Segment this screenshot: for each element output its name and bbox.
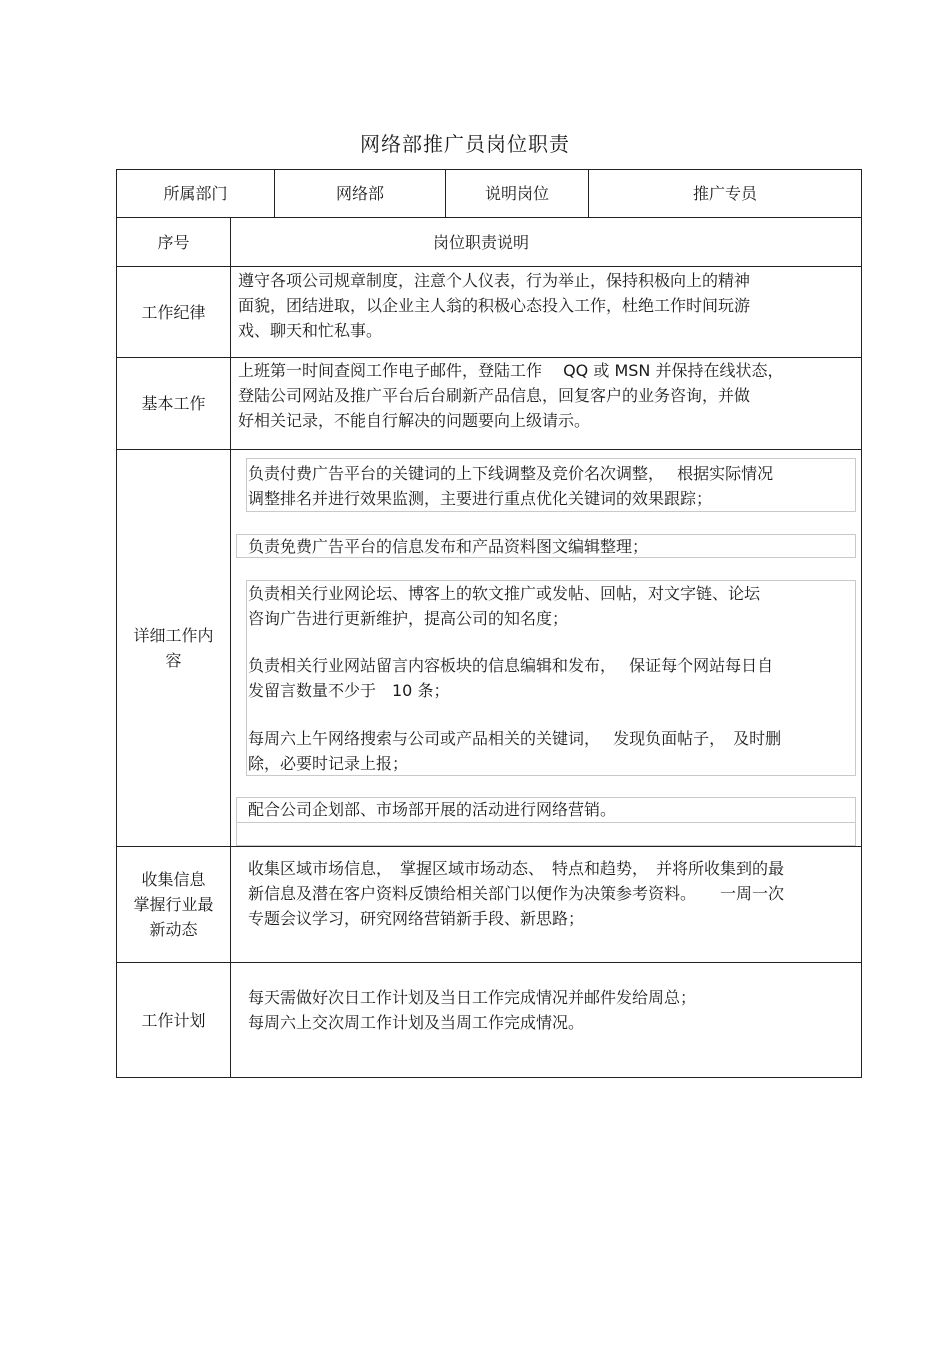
text-line: 收集区域市场信息， 掌握区域市场动态、 特点和趋势， 并将所收集到的最 (248, 859, 785, 878)
text-line: 咨询广告进行更新维护，提高公司的知名度； (248, 609, 569, 628)
label-line: 掌握行业最 (133, 895, 214, 914)
dept-value: 网络部 (335, 184, 384, 203)
text-line: 每周六上交次周工作计划及当周工作完成情况。 (248, 1013, 585, 1032)
detail-work-label (117, 450, 230, 846)
post-label: 说明岗位 (484, 184, 549, 203)
text-line: 除，必要时记录上报； (248, 754, 409, 773)
post-value: 推广专员 (692, 184, 757, 203)
basic-work-description (238, 358, 858, 433)
text-line: 负责相关行业网论坛、博客上的软文推广或发帖、回帖，对文字链、论坛 (248, 584, 761, 603)
text-line: 发留言数量不少于 10 条； (248, 681, 450, 700)
text-line: 遵守各项公司规章制度，注意个人仪表，行为举止，保持积极向上的精神 (238, 271, 751, 290)
basic-work-label: 基本工作 (141, 394, 206, 413)
text-line: 戏、聊天和忙私事。 (238, 321, 383, 340)
text-line: 面貌，团结进取，以企业主人翁的积极心态投入工作，杜绝工作时间玩游 (238, 296, 751, 315)
detail-item-weekly-search (248, 726, 854, 776)
page-title: 网络部推广员岗位职责 (360, 132, 570, 156)
text-line: 专题会议学习，研究网络营销新手段、新思路； (248, 909, 585, 928)
text-line: 好相关记录，不能自行解决的问题要向上级请示。 (238, 411, 591, 430)
text-line: 调整排名并进行效果监测，主要进行重点优化关键词的效果跟踪； (248, 489, 713, 508)
work-plan-description (248, 985, 854, 1035)
label-line: 容 (165, 651, 182, 670)
detail-item-free-ads: 负责免费广告平台的信息发布和产品资料图文编辑整理； (248, 537, 649, 556)
collect-info-description (248, 856, 854, 931)
text-line: 每天需做好次日工作计划及当日工作完成情况并邮件发给周总； (248, 988, 697, 1007)
col-divider (230, 217, 231, 1078)
index-column-header: 序号 (157, 232, 190, 252)
text-line: 上班第一时间查阅工作电子邮件，登陆工作 QQ 或 MSN 并保持在线状态， (238, 361, 784, 380)
detail-item-marketing: 配合公司企划部、市场部开展的活动进行网络营销。 (248, 800, 617, 819)
dept-label: 所属部门 (163, 184, 228, 203)
work-plan-label: 工作计划 (141, 1010, 206, 1030)
label-line: 新动态 (149, 920, 198, 939)
text-line: 登陆公司网站及推广平台后台刷新产品信息，回复客户的业务咨询，并做 (238, 386, 751, 405)
discipline-description (238, 268, 858, 343)
collect-info-label (117, 847, 230, 962)
description-column-header: 岗位职责说明 (432, 232, 529, 252)
text-line: 每周六上午网络搜索与公司或产品相关的关键词， 发现负面帖子， 及时删 (248, 729, 782, 748)
detail-item-paid-ads (248, 461, 854, 511)
discipline-label: 工作纪律 (141, 302, 206, 322)
detail-item-guestbook (248, 653, 854, 703)
block-divider (236, 822, 856, 823)
text-line: 负责付费广告平台的关键词的上下线调整及竞价名次调整， 根据实际情况 (248, 464, 774, 483)
text-line: 新信息及潜在客户资料反馈给相关部门以便作为决策参考资料。 一周一次 (248, 884, 785, 903)
label-line: 详细工作内 (133, 626, 214, 645)
text-line: 负责相关行业网站留言内容板块的信息编辑和发布， 保证每个网站每日自 (248, 656, 774, 675)
label-line: 收集信息 (141, 870, 206, 889)
detail-item-forums (248, 581, 854, 631)
